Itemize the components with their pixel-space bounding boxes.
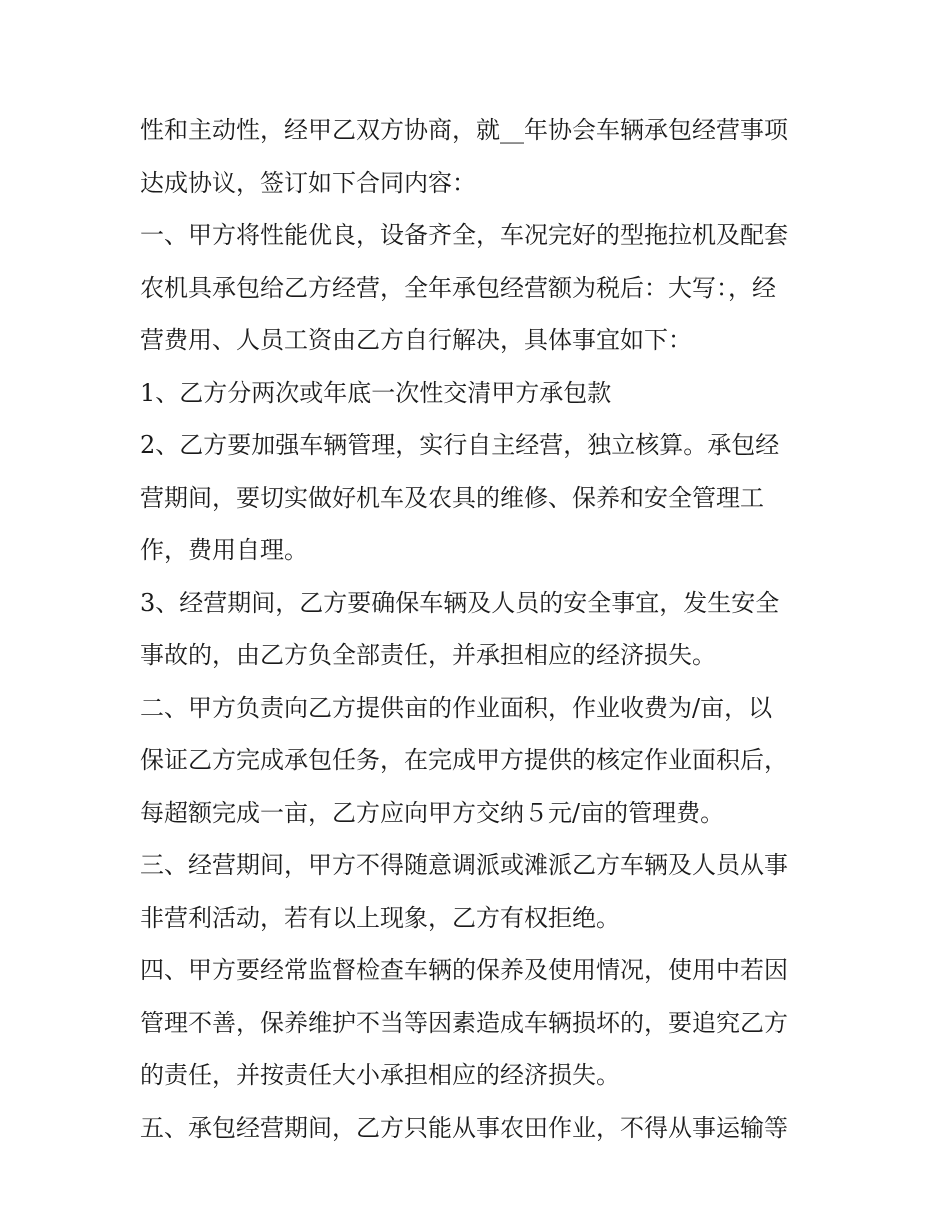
text-line: 2、乙方要加强车辆管理，实行自主经营，独立核算。承包经 (140, 431, 780, 459)
text-line: 营期间，要切实做好机车及农具的维修、保养和安全管理工 (140, 483, 764, 512)
text-line: 3、经营期间，乙方要确保车辆及人员的安全事宜，发生安全 (140, 588, 780, 617)
text-line: 管理不善，保养维护不当等因素造成车辆损坏的，要追究乙方 (140, 1008, 788, 1037)
text-line: 五、承包经营期间，乙方只能从事农田作业，不得从事运输等 (140, 1113, 788, 1142)
text-line: 作，费用自理。 (140, 536, 308, 564)
text-line: 每超额完成一亩，乙方应向甲方交纳５元/亩的管理费。 (140, 798, 725, 827)
text-line: 事故的，由乙方负全部责任，并承担相应的经济损失。 (140, 641, 716, 669)
text-line: 保证乙方完成承包任务，在完成甲方提供的核定作业面积后， (140, 746, 788, 774)
text-line: 四、甲方要经常监督检查车辆的保养及使用情况，使用中若因 (140, 956, 788, 984)
text-line: 的责任，并按责任大小承担相应的经济损失。 (140, 1061, 620, 1089)
text-line: 性和主动性，经甲乙双方协商，就__年协会车辆承包经营事项 (140, 116, 788, 144)
text-line: 1、乙方分两次或年底一次性交清甲方承包款 (140, 378, 612, 407)
text-line: 二、甲方负责向乙方提供亩的作业面积，作业收费为/亩，以 (140, 693, 773, 722)
text-line: 非营利活动，若有以上现象，乙方有权拒绝。 (140, 903, 620, 932)
text-line: 一、甲方将性能优良，设备齐全，车况完好的型拖拉机及配套 (140, 221, 788, 249)
text-line: 农机具承包给乙方经营，全年承包经营额为税后：大写：，经 (140, 273, 776, 302)
text-line: 三、经营期间，甲方不得随意调派或滩派乙方车辆及人员从事 (140, 851, 788, 879)
text-line: 营费用、人员工资由乙方自行解决，具体事宜如下： (140, 326, 692, 354)
contract-body (140, 104, 820, 1154)
text-line: 达成协议，签订如下合同内容： (140, 168, 476, 197)
